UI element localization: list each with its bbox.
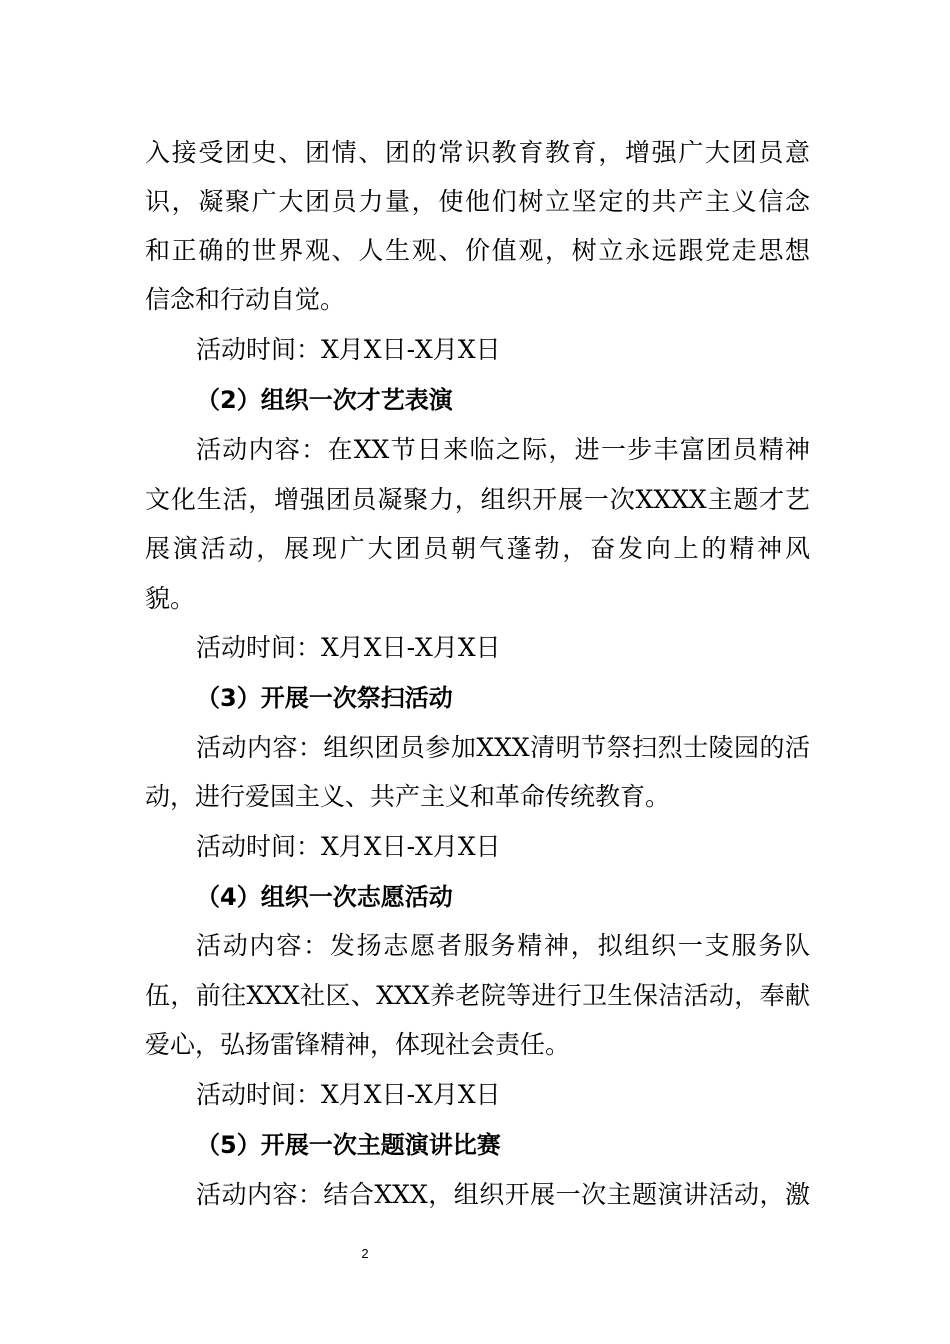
section-heading: （3）开展一次祭扫活动 [196,684,453,712]
body-text-line: 展演活动，展现广大团员朝气蓬勃，奋发向上的精神风 [145,534,810,563]
body-text-line: 爱心，弘扬雷锋精神，体现社会责任。 [145,1030,571,1059]
body-text-line: 貌。 [145,584,196,613]
section-heading: （5）开展一次主题演讲比赛 [196,1131,501,1159]
page-number: 2 [361,1246,369,1261]
body-text-line: 入接受团史、团情、团的常识教育教育，增强广大团员意 [145,138,810,167]
body-text-line: 和正确的世界观、人生观、价值观，树立永远跟党走思想 [145,236,810,265]
body-text-line: 信念和行动自觉。 [145,285,346,314]
activity-content: 活动内容：组织团员参加XXX清明节祭扫烈士陵园的活 [196,733,810,762]
body-text-line: 文化生活，增强团员凝聚力，组织开展一次XXXX主题才艺 [145,485,810,514]
section-heading: （4）组织一次志愿活动 [196,883,453,911]
body-text-line: 识，凝聚广大团员力量，使他们树立坚定的共产主义信念 [145,187,810,216]
activity-content: 活动内容：发扬志愿者服务精神，拟组织一支服务队 [196,931,810,960]
activity-time: 活动时间：X月X日-X月X日 [196,633,501,662]
activity-time: 活动时间：X月X日-X月X日 [196,1080,501,1109]
activity-content: 活动内容：在XX节日来临之际，进一步丰富团员精神 [196,435,810,464]
body-text-line: 动，进行爱国主义、共产主义和革命传统教育。 [145,782,671,811]
activity-time: 活动时间：X月X日-X月X日 [196,335,501,364]
body-text-line: 伍，前往XXX社区、XXX养老院等进行卫生保洁活动，奉献 [145,981,810,1010]
activity-content: 活动内容：结合XXX，组织开展一次主题演讲活动，激 [196,1180,810,1209]
activity-time: 活动时间：X月X日-X月X日 [196,832,501,861]
section-heading: （2）组织一次才艺表演 [196,386,453,414]
